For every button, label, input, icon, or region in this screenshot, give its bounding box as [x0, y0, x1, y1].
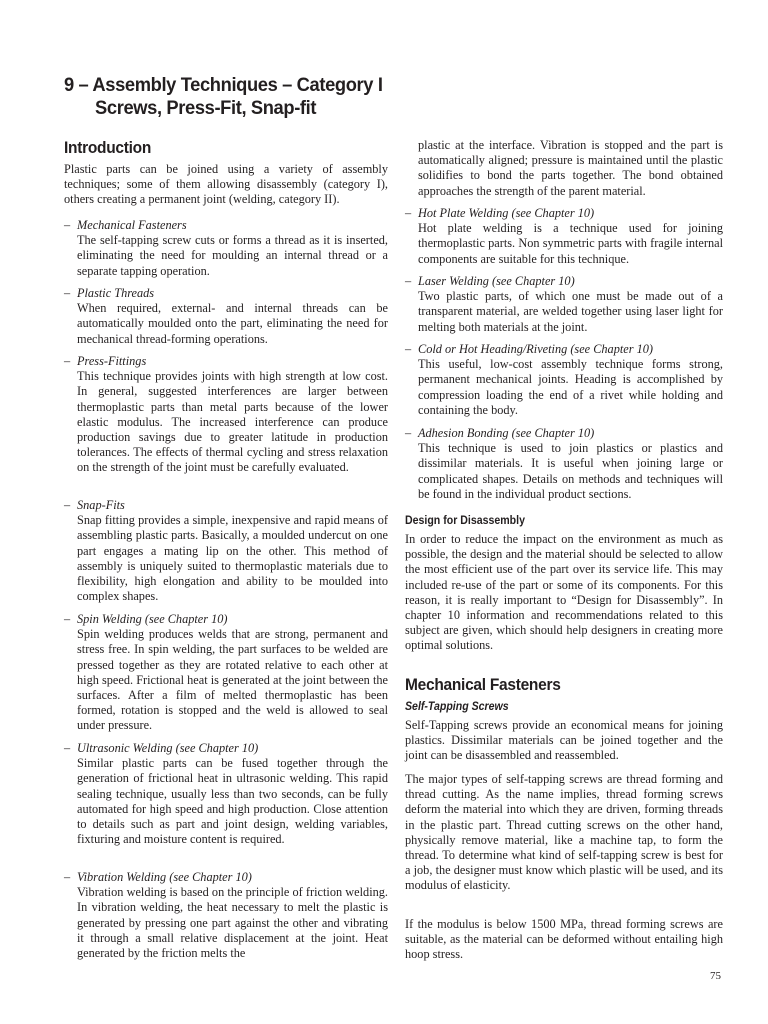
list-item-text: Vibration welding is based on the principle of friction welding. In vibration welding, the heat necessary to melt the plastic is generated by pressing one part against the other and vibrating it through a small relative displacement at the joint. Heat generated by the friction melts the — [77, 885, 388, 961]
list-dash: – — [405, 426, 412, 440]
list-item-title: Plastic Threads — [77, 286, 155, 300]
list-dash: – — [64, 870, 71, 884]
list-item-title: Snap-Fits — [77, 498, 125, 512]
chapter-title-line-1: 9 – Assembly Techniques – Category I — [64, 74, 383, 96]
mechanical-fasteners-heading: Mechanical Fasteners — [405, 676, 561, 694]
list-item-title: Laser Welding (see Chapter 10) — [418, 274, 575, 288]
list-dash: – — [405, 274, 412, 288]
list-item-laser-welding — [405, 274, 723, 335]
list-item-adhesion-bonding — [405, 426, 723, 502]
list-dash: – — [405, 206, 412, 220]
list-item-title: Hot Plate Welding (see Chapter 10) — [418, 206, 595, 220]
page-number: 75 — [710, 970, 721, 982]
list-item-text: The self-tapping screw cuts or forms a thread as it is inserted, eliminating the need for moulding an internal thread or a separate tapping operation. — [77, 233, 388, 278]
list-dash: – — [405, 342, 412, 356]
list-item-title: Ultrasonic Welding (see Chapter 10) — [77, 741, 259, 755]
list-dash: – — [64, 286, 71, 300]
list-dash: – — [64, 612, 71, 626]
list-item-hot-plate-welding — [405, 206, 723, 267]
list-dash: – — [64, 354, 71, 368]
introduction-heading: Introduction — [64, 139, 152, 157]
list-item-spin-welding — [64, 612, 388, 734]
list-item-title: Spin Welding (see Chapter 10) — [77, 612, 228, 626]
list-item-title: Cold or Hot Heading/Riveting (see Chapter 10) — [418, 342, 653, 356]
list-item-text: Similar plastic parts can be fused together through the generation of frictional heat in ultrasonic welding. This rapid sealing technique, usually less than two seconds, can be fully automated for high speed and high production. Close attention to details such as part and joint design, welding variables, fixturing and moisture content is required. — [77, 756, 388, 847]
list-item-heading-riveting — [405, 342, 723, 418]
list-item-mechanical-fasteners — [64, 218, 388, 279]
continuation-paragraph: plastic at the interface. Vibration is stopped and the part is automatically aligned; pressure is maintained until the plastic solidifies to bond the parts together. The bond obtained approaches the strength of the parent material. — [418, 138, 723, 198]
list-item-title: Mechanical Fasteners — [77, 218, 187, 232]
list-item-text: Snap fitting provides a simple, inexpensive and rapid means of assembling plastic parts. Basically, a moulded undercut on one part engages a mating lip on the other. This method of assembly is uniquely suited to thermoplastic materials due to flexibility, high elongation and ability to be moulded into complex shapes. — [77, 513, 388, 604]
list-item-text: Hot plate welding is a technique used for joining thermoplastic parts. Non symmetric parts with fragile internal components are suitable for this technique. — [418, 221, 723, 266]
list-item-text: Two plastic parts, of which one must be made out of a transparent material, are welded together using laser light for melting both materials at the joint. — [418, 289, 723, 334]
chapter-title-line-2: Screws, Press-Fit, Snap-fit — [95, 97, 317, 119]
chapter-title — [64, 74, 666, 120]
self-tapping-screws-heading: Self-Tapping Screws — [405, 701, 509, 713]
list-item-title: Press-Fittings — [77, 354, 147, 368]
design-for-disassembly-heading: Design for Disassembly — [405, 515, 525, 527]
self-tapping-paragraph-1: Self-Tapping screws provide an economical means for joining plastics. Dissimilar materials can be joined together and the joint can be disassembled and reassembled. — [405, 718, 723, 763]
list-item-press-fittings — [64, 354, 388, 476]
list-item-vibration-welding — [64, 870, 388, 961]
list-item-title: Vibration Welding (see Chapter 10) — [77, 870, 252, 884]
list-dash: – — [64, 741, 71, 755]
list-dash: – — [64, 218, 71, 232]
list-item-text: Spin welding produces welds that are strong, permanent and stress free. In spin welding, the part surfaces to be welded are pressed together as they are rotated relative to each other at high speed. Frictional heat is generated at the joint between the surfaces. After a film of melted thermoplastic has been formed, rotation is stopped and the weld is allowed to seal under pressure. — [77, 627, 388, 733]
list-item-snap-fits — [64, 498, 388, 604]
self-tapping-paragraph-3: If the modulus is below 1500 MPa, thread forming screws are suitable, as the material can be deformed without entailing high hoop stress. — [405, 917, 723, 962]
list-item-title: Adhesion Bonding (see Chapter 10) — [418, 426, 595, 440]
design-for-disassembly-paragraph: In order to reduce the impact on the environment as much as possible, the design and the material should be selected to allow the most efficient use of the part over its service life. This may included re-use of the part or some of its components. For this reason, it is really important to “Design for Disassembly”. In chapter 10 information and recommendations related to this subject are given, which should help designers in creating more optimal solutions. — [405, 532, 723, 653]
list-item-text: This useful, low-cost assembly technique forms strong, permanent mechanical joints. Heading is accomplished by compression loading the end of a rivet while holding and containing the body. — [418, 357, 723, 417]
list-item-text: This technique provides joints with high strength at low cost. In general, suggested interferences are larger between thermoplastic parts than metal parts because of the lower elastic modulus. The increased interference can produce production savings due to greater latitude in production tolerances. The effects of thermal cycling and stress relaxation on the strength of the joint must be carefully evaluated. — [77, 369, 388, 475]
list-item-text: When required, external- and internal threads can be automatically moulded onto the part, eliminating the need for mechanical thread-forming operations. — [77, 301, 388, 346]
list-item-ultrasonic-welding — [64, 741, 388, 847]
list-item-plastic-threads — [64, 286, 388, 347]
list-dash: – — [64, 498, 71, 512]
self-tapping-paragraph-2: The major types of self-tapping screws are thread forming and thread cutting. As the name implies, thread forming screws deform the material into which they are driven, forming threads in the plastic part. Thread cutting screws on the other hand, physically remove material, like a machine tap, to form the thread. To determine what kind of self-tapping screw is best for a job, the designer must know which plastic will be used, and its modulus of elasticity. — [405, 772, 723, 893]
introduction-paragraph: Plastic parts can be joined using a variety of assembly techniques; some of them allowing disassembly (category I), others creating a permanent joint (welding, category II). — [64, 162, 388, 207]
list-item-text: This technique is used to join plastics or plastics and dissimilar materials. It is useful when joining large or complicated shapes. Details on methods and techniques will be found in the individual product sections. — [418, 441, 723, 501]
